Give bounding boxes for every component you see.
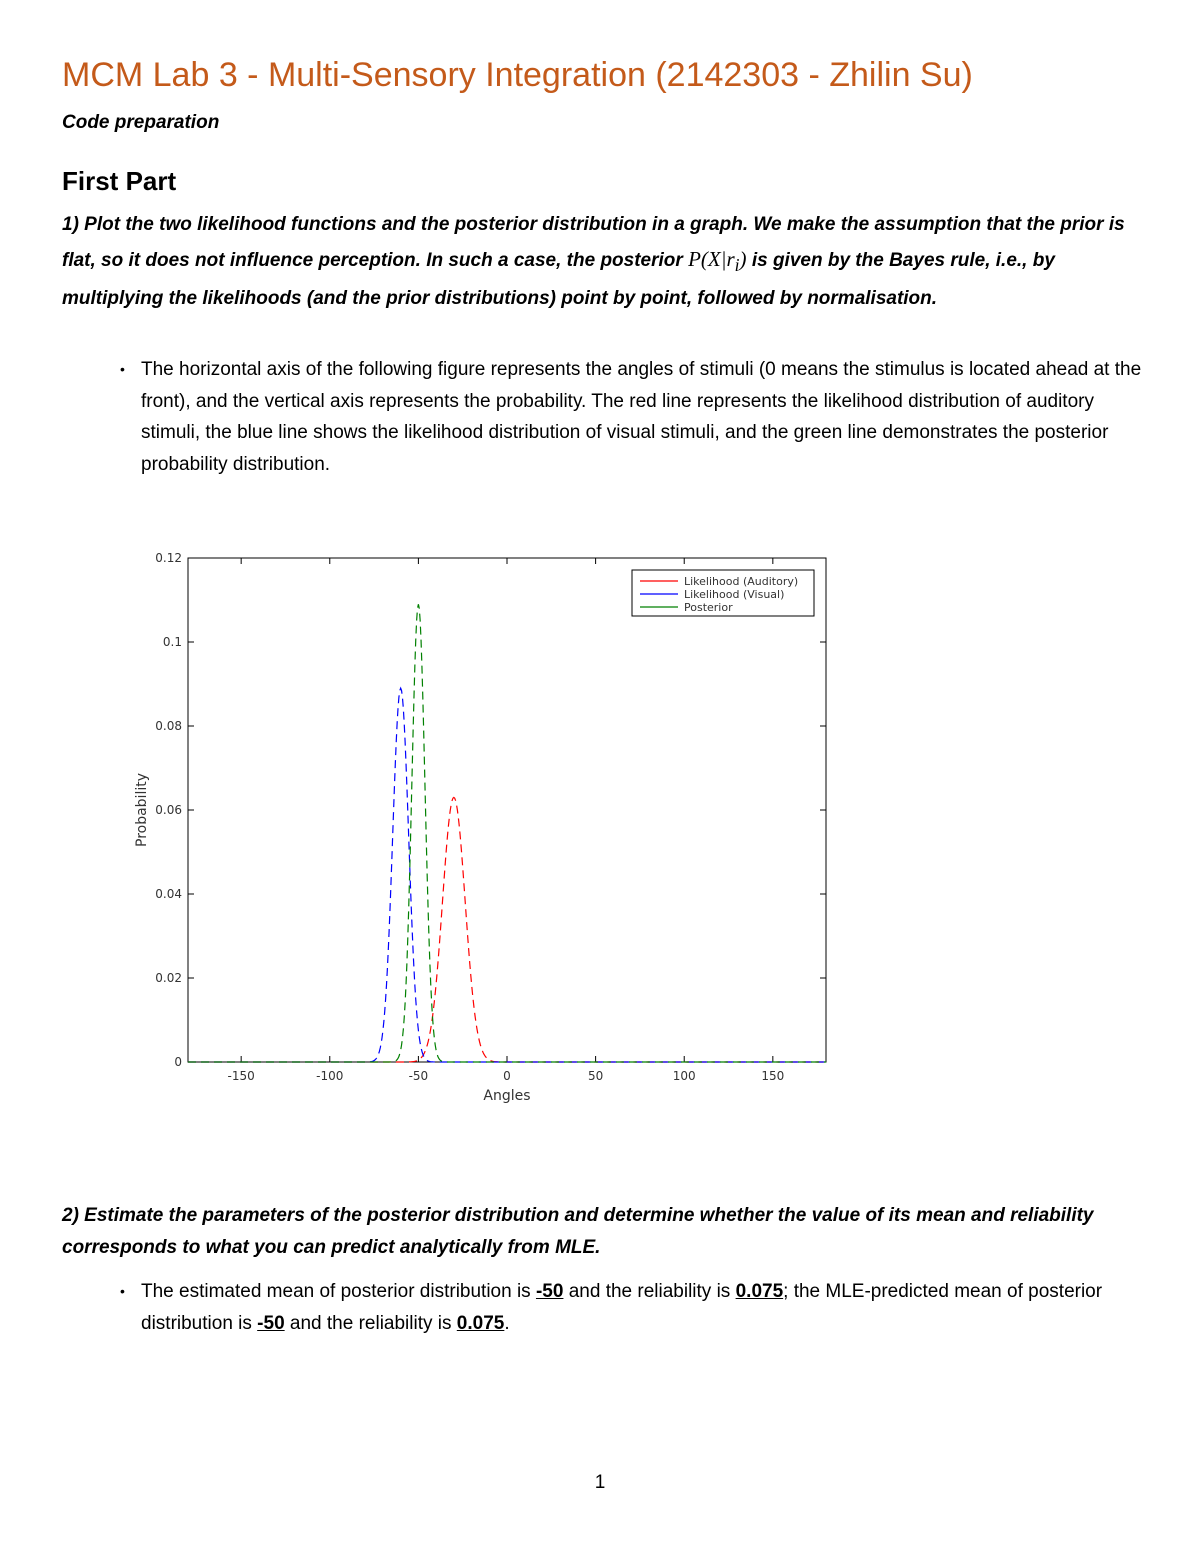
x-tick-label: -100	[316, 1069, 344, 1083]
document-title: MCM Lab 3 - Multi-Sensory Integration (2142303 - Zhilin Su)	[62, 56, 973, 94]
question-1-text-a: 1) Plot the two likelihood functions and the posterior distribution in a graph. We make the assumption that the prior is flat, so it does not influence perception. In such a case, the posterior	[62, 214, 1125, 271]
legend-entry: Likelihood (Auditory)	[684, 575, 799, 588]
x-axis-label: Angles	[483, 1088, 531, 1104]
question-1	[62, 208, 1137, 316]
y-tick-label: 0	[174, 1055, 182, 1069]
y-tick-label: 0.04	[155, 887, 182, 901]
y-tick-label: 0.1	[162, 635, 182, 649]
x-tick-label: 0	[503, 1069, 511, 1083]
y-tick-label: 0.08	[155, 719, 182, 733]
section-heading: First Part	[62, 166, 177, 196]
estimated-reliability-value: 0.075	[735, 1281, 784, 1302]
posterior-formula: $P(X|r_i)$	[688, 247, 747, 276]
page-number: 1	[594, 1472, 606, 1493]
y-tick-label: 0.12	[155, 551, 182, 565]
estimated-mean-value: -50	[535, 1281, 564, 1302]
x-tick-label: 100	[672, 1069, 696, 1083]
document-subtitle: Code preparation	[62, 112, 220, 133]
x-tick-label: -50	[408, 1069, 429, 1083]
bullet-dot-icon: •	[120, 361, 125, 377]
x-tick-label: 150	[761, 1069, 785, 1083]
legend-entry: Posterior	[684, 601, 733, 614]
y-tick-label: 0.06	[155, 803, 182, 817]
bullet-text: The horizontal axis of the following figure represents the angles of stimuli (0 means the stimulus is located ahead at the front), and the vertical axis represents the probability. The red line represents the likelihood distribution of auditory stimuli, the blue line shows the likelihood distribution of visual stimuli, and the green line demonstrates the posterior probability distribution.	[141, 359, 1142, 475]
question-1-text-b: is given by the Bayes rule, i.e., by multiplying the likelihoods (and the prior distributions) point by point, followed by normalisation.	[62, 250, 1055, 310]
y-tick-label: 0.02	[155, 971, 182, 985]
mle-mean-value: -50	[257, 1312, 285, 1334]
legend-entry: Likelihood (Visual)	[684, 588, 785, 601]
plot-frame	[188, 558, 826, 1062]
question-2: 2) Estimate the parameters of the posterior distribution and determine whether the value of its mean and reliability corresponds to what you can predict analytically from MLE.	[62, 1205, 1094, 1258]
x-tick-label: 50	[587, 1069, 604, 1083]
bullet-text: The estimated mean of posterior distribution is -50 and the reliability is 0.075; the MLE-predicted mean of posterior distribution is -50 and the reliability is 0.075.	[141, 1281, 1103, 1334]
bullet-item-estimates	[120, 1276, 1150, 1339]
bullet-item-figure-description	[120, 354, 1150, 480]
probability-chart	[120, 545, 860, 1115]
x-tick-label: -150	[227, 1069, 255, 1083]
mle-reliability-value: 0.075	[456, 1312, 505, 1334]
y-axis-label: Probability	[134, 772, 150, 848]
bullet-dot-icon: •	[120, 1283, 125, 1299]
